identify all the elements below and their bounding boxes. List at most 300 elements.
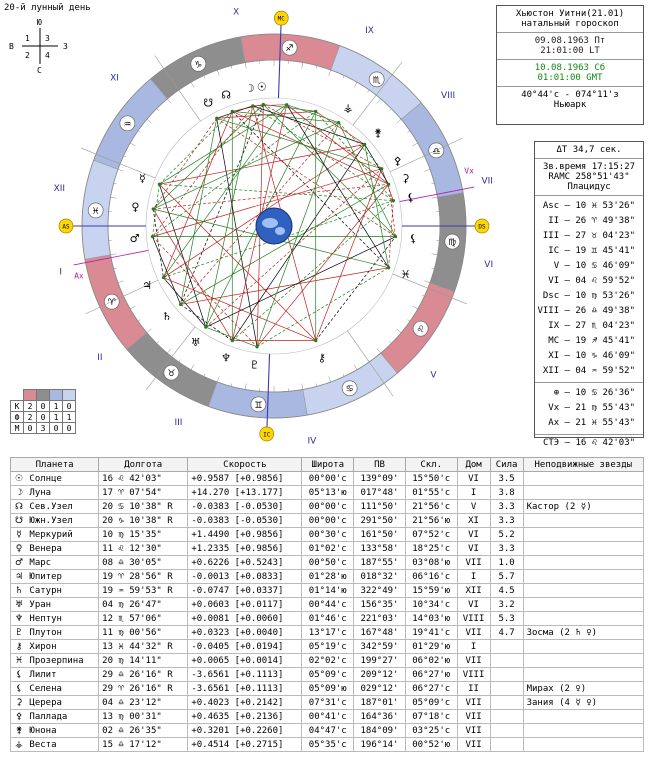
- place: Ньюарк: [553, 100, 587, 110]
- planet-name: ☋ Южн.Узел: [11, 514, 99, 528]
- mini-table-cell: Ф: [11, 412, 24, 423]
- planet-point: [337, 121, 340, 124]
- planet-glyph-icon: ☋: [15, 515, 23, 526]
- planet-name: ⚳ Церера: [11, 696, 99, 710]
- planet-name: ☿ Меркурий: [11, 528, 99, 542]
- house-cusp-10: MC – 19 ♐ 45'41": [548, 336, 635, 346]
- planet-row[interactable]: [11, 542, 644, 556]
- sidereal-time: Зв.время 17:15:27: [542, 162, 636, 172]
- house-numeral: III: [174, 417, 183, 428]
- column-header[interactable]: Долгота: [99, 458, 188, 472]
- force: 3.8: [490, 486, 523, 500]
- latitude: 05°19'с: [302, 640, 354, 654]
- latitude: 00°00'с: [302, 514, 354, 528]
- pv: 322°49': [354, 584, 406, 598]
- latitude: 01°28'ю: [302, 570, 354, 584]
- force: 3.5: [490, 472, 523, 486]
- planet-name: ☉ Солнце: [11, 472, 99, 486]
- speed: -0.0383 [-0.0530]: [188, 500, 302, 514]
- planet-glyph-icon: ⚸: [406, 190, 415, 204]
- degree-tick: [413, 306, 418, 309]
- speed: +14.270 [+13.177]: [188, 486, 302, 500]
- house-cusp-8: VIII – 26 ♎ 49'38": [537, 306, 635, 316]
- house: V: [457, 500, 490, 514]
- fixed-stars: [523, 738, 643, 752]
- aspect-line: [232, 144, 364, 340]
- degree-tick: [432, 254, 438, 255]
- compass-q3: 3: [45, 34, 50, 43]
- mini-table-cell: 2: [24, 412, 37, 423]
- fixed-stars: Кастор (2 ☿): [523, 500, 643, 514]
- house: VI: [457, 542, 490, 556]
- declination: 01°29'ю: [405, 640, 457, 654]
- speed: +0.4514 [+0.2715]: [188, 738, 302, 752]
- force: [490, 640, 523, 654]
- planet-glyph-icon: ⚷: [317, 351, 326, 365]
- fire-swatch: [24, 390, 37, 401]
- degree-tick: [191, 365, 194, 370]
- planet-glyph-icon: ♅: [14, 599, 24, 610]
- declination: 07°52'с: [405, 528, 457, 542]
- planet-glyph-icon: ⚸: [409, 232, 418, 246]
- planet-glyph-icon: ♓: [400, 267, 411, 281]
- planet-name: ⚸ Лилит: [11, 668, 99, 682]
- declination: 21°56'ю: [405, 514, 457, 528]
- compass-q4: 4: [45, 51, 50, 60]
- planet-glyph-icon: ♂: [14, 557, 24, 568]
- house-cusp-9: IX – 27 ♏ 04'23": [548, 321, 635, 331]
- planet-glyph-icon: ⚶: [15, 739, 23, 750]
- force: 1.0: [490, 556, 523, 570]
- planet-point: [251, 104, 254, 107]
- force: 3.3: [490, 514, 523, 528]
- degree-tick: [431, 268, 434, 269]
- longitude: 02 ♎ 26'35": [99, 724, 188, 738]
- planet-row[interactable]: [11, 570, 644, 584]
- degree-tick: [231, 66, 232, 69]
- longitude: 04 ♍ 26'47": [99, 598, 188, 612]
- planet-glyph-icon: ♇: [249, 358, 260, 372]
- degree-tick: [111, 197, 117, 198]
- houses-info-box: [534, 141, 644, 448]
- force: [490, 724, 523, 738]
- person-info-box: [496, 5, 644, 125]
- planet-name: ♃ Юпитер: [11, 570, 99, 584]
- zodiac-sign-icon: ♏: [372, 75, 381, 86]
- aspect-line: [159, 184, 393, 200]
- planet-glyph-icon: ⚷: [15, 641, 23, 652]
- mini-table-cell: 0: [63, 401, 76, 412]
- declination: 18°25'с: [405, 542, 457, 556]
- degree-tick: [354, 82, 357, 87]
- compass-q1: 1: [25, 34, 30, 43]
- pv: 167°48': [354, 626, 406, 640]
- planet-name: ♂ Марс: [11, 556, 99, 570]
- speed: -0.0405 [+0.0194]: [188, 640, 302, 654]
- planet-row[interactable]: [11, 514, 644, 528]
- mini-table-row: [11, 401, 76, 412]
- degree-tick: [130, 306, 135, 309]
- fixed-stars: [523, 612, 643, 626]
- wheel-labels: [54, 7, 494, 446]
- degree-tick: [217, 376, 219, 382]
- latitude: 00°00'с: [302, 472, 354, 486]
- natal-chart-wheel[interactable]: [0, 0, 530, 450]
- degree-tick: [367, 90, 369, 92]
- planet-glyph-icon: ♇: [14, 627, 24, 638]
- planet-row[interactable]: [11, 710, 644, 724]
- pv: 161°50': [354, 528, 406, 542]
- pv: 184°09': [354, 724, 406, 738]
- aspect-line: [153, 209, 163, 278]
- planet-name: ♓ Прозерпина: [11, 654, 99, 668]
- longitude: 29 ♈ 26'16" R: [99, 682, 188, 696]
- mini-table-cell: 3: [37, 423, 50, 434]
- longitude: 13 ♍ 00'31": [99, 710, 188, 724]
- planet-row[interactable]: [11, 682, 644, 696]
- speed: +0.6226 [+0.5243]: [188, 556, 302, 570]
- column-header[interactable]: ПВ: [354, 458, 406, 472]
- planet-row[interactable]: [11, 598, 644, 612]
- planet-glyph-icon: ☉: [256, 80, 267, 94]
- longitude: 17 ♈ 07'54": [99, 486, 188, 500]
- planet-point: [363, 143, 366, 146]
- latitude: 00°30'с: [302, 528, 354, 542]
- column-header[interactable]: Дом: [457, 458, 490, 472]
- speed: +0.4023 [+0.2142]: [188, 696, 302, 710]
- planet-row[interactable]: [11, 738, 644, 752]
- degree-tick: [397, 329, 402, 333]
- house-numeral: XII: [53, 184, 66, 195]
- fixed-stars: [523, 542, 643, 556]
- planet-name: ⚵ Юнона: [11, 724, 99, 738]
- local-time: 21:01:00 LT: [540, 46, 600, 56]
- degree-tick: [191, 82, 194, 87]
- planet-row[interactable]: [11, 626, 644, 640]
- planet-point: [231, 110, 234, 113]
- planet-row[interactable]: [11, 640, 644, 654]
- latitude: 07°31'с: [302, 696, 354, 710]
- mini-table-cell: 1: [63, 412, 76, 423]
- degree-tick: [114, 268, 117, 269]
- planet-name: ⚷ Хирон: [11, 640, 99, 654]
- mini-table-color-row: [11, 390, 76, 401]
- degree-tick: [316, 66, 317, 69]
- ax-line-label: Ax: [74, 271, 84, 281]
- column-header[interactable]: Планета: [11, 458, 99, 472]
- degree-tick: [329, 376, 331, 382]
- planet-point: [231, 339, 234, 342]
- house-numeral: V: [430, 370, 437, 381]
- longitude: 11 ♌ 12'30": [99, 542, 188, 556]
- planet-row[interactable]: [11, 486, 644, 500]
- mini-table-cell: 1: [50, 401, 63, 412]
- degree-tick: [329, 70, 331, 76]
- house: II: [457, 682, 490, 696]
- planet-glyph-icon: ⚴: [15, 711, 23, 722]
- pv: 342°59': [354, 640, 406, 654]
- asc-marker-label: AS: [62, 223, 70, 231]
- latitude: 01°02'с: [302, 542, 354, 556]
- gmt-date: 10.08.1963 Сб: [534, 63, 606, 73]
- column-header[interactable]: Сила: [490, 458, 523, 472]
- house-cusp-4: IC – 19 ♊ 45'41": [548, 246, 635, 256]
- planet-glyph-icon: ☊: [221, 88, 232, 102]
- zodiac-sign-icon: ♍: [448, 238, 457, 249]
- planet-glyph-icon: ⚴: [393, 154, 402, 168]
- pv: 196°14': [354, 738, 406, 752]
- planet-glyph-icon: ♄: [14, 585, 24, 596]
- mini-table-cell: 0: [24, 423, 37, 434]
- planet-point: [285, 103, 288, 106]
- degree-tick: [111, 254, 117, 255]
- house-numeral: VIII: [441, 90, 456, 101]
- longitude: 04 ♎ 23'12": [99, 696, 188, 710]
- pv: 139°09': [354, 472, 406, 486]
- aspect-line: [316, 169, 382, 341]
- vx-line-label: Vx: [464, 166, 474, 176]
- degree-tick: [431, 183, 434, 184]
- zodiac-sign-icon: ♐: [285, 44, 294, 55]
- planet-point: [152, 207, 155, 210]
- house: VIII: [457, 612, 490, 626]
- planet-point: [262, 103, 265, 106]
- latitude: 00°50'с: [302, 556, 354, 570]
- pv: 156°35': [354, 598, 406, 612]
- planet-row[interactable]: [11, 724, 644, 738]
- planet-point: [255, 345, 258, 348]
- pv: 221°03': [354, 612, 406, 626]
- fixed-stars: [523, 514, 643, 528]
- declination: 07°18'с: [405, 710, 457, 724]
- planet-point: [215, 117, 218, 120]
- planet-row[interactable]: [11, 556, 644, 570]
- zodiac-sign-icon: ♊: [254, 400, 263, 411]
- planet-glyph-icon: ⚶: [343, 101, 353, 115]
- zodiac-sign-icon: ♉: [167, 369, 176, 380]
- degree-tick: [397, 119, 402, 123]
- declination: 03°25'с: [405, 724, 457, 738]
- planet-point: [151, 235, 154, 238]
- house: VII: [457, 710, 490, 724]
- speed: +0.9587 [+0.9856]: [188, 472, 302, 486]
- longitude: 11 ♍ 00'56": [99, 626, 188, 640]
- latitude: 13°17'с: [302, 626, 354, 640]
- degree-tick: [408, 131, 410, 133]
- compass-north: Ю: [37, 18, 42, 27]
- planet-glyph-icon: ⚳: [401, 172, 410, 186]
- house-cusp-6: VI – 04 ♌ 59'52": [548, 276, 635, 286]
- longitude: 20 ♍ 14'11": [99, 654, 188, 668]
- planet-point: [387, 266, 390, 269]
- planet-glyph-icon: ♀: [131, 200, 140, 214]
- planet-glyph-icon: ⚵: [374, 126, 383, 140]
- planet-point: [162, 276, 165, 279]
- speed: +0.0603 [+0.0117]: [188, 598, 302, 612]
- degree-tick: [343, 374, 344, 377]
- planet-point: [158, 183, 161, 186]
- pv: 187°01': [354, 696, 406, 710]
- fixed-stars: [523, 654, 643, 668]
- planet-glyph-icon: ♃: [142, 279, 153, 293]
- zodiac-sign-icon: ♑: [194, 60, 203, 71]
- planet-point: [204, 326, 207, 329]
- aspect-line: [153, 184, 388, 209]
- speed: +0.0081 [+0.0060]: [188, 612, 302, 626]
- mini-table-cell: 0: [37, 401, 50, 412]
- longitude: 20 ♑ 10'38" R: [99, 514, 188, 528]
- house: VIII: [457, 668, 490, 682]
- house-numeral: IV: [307, 436, 317, 447]
- speed: +1.4490 [+0.9856]: [188, 528, 302, 542]
- force: [490, 738, 523, 752]
- column-header[interactable]: Скорость: [188, 458, 302, 472]
- degree-tick: [179, 360, 181, 362]
- latitude: 05°09'с: [302, 668, 354, 682]
- zodiac-sign-icon: ♌: [416, 325, 425, 336]
- longitude: 13 ♓ 44'32" R: [99, 640, 188, 654]
- longitude: 10 ♍ 15'35": [99, 528, 188, 542]
- house: VII: [457, 556, 490, 570]
- degree-tick: [316, 383, 317, 386]
- planet-glyph-icon: ♀: [15, 543, 23, 554]
- pv: 164°36': [354, 710, 406, 724]
- speed: +0.0065 [+0.0014]: [188, 654, 302, 668]
- planet-glyph-icon: ⚸: [15, 683, 23, 694]
- planet-glyph-icon: ♆: [221, 351, 232, 365]
- speed: +1.2335 [+0.9856]: [188, 542, 302, 556]
- longitude: 16 ♌ 42'03": [99, 472, 188, 486]
- pv: 017°48': [354, 486, 406, 500]
- degree-tick: [124, 156, 127, 157]
- declination: 00°52'ю: [405, 738, 457, 752]
- planet-row[interactable]: [11, 696, 644, 710]
- ste-value: СТЭ – 16 ♌ 42'03": [542, 438, 636, 448]
- aspect-line: [206, 327, 257, 347]
- house-numeral: IX: [365, 26, 374, 37]
- declination: 15°59'ю: [405, 584, 457, 598]
- degree-tick: [377, 99, 381, 104]
- force: 5.7: [490, 570, 523, 584]
- declination: 05°09'с: [405, 696, 457, 710]
- mini-table-row: [11, 412, 76, 423]
- coordinates: 40°44'с - 074°11'з: [521, 90, 619, 100]
- declination: 06°27'с: [405, 682, 457, 696]
- delta-t: ΔT 34,7 сек.: [556, 145, 622, 155]
- fixed-stars: Зания (4 ☿ ♀): [523, 696, 643, 710]
- house-cusp-12: XII – 04 ♒ 59'52": [542, 366, 635, 376]
- latitude: 00°41'с: [302, 710, 354, 724]
- force: 3.3: [490, 500, 523, 514]
- force: [490, 682, 523, 696]
- degree-tick: [138, 131, 140, 133]
- speed: -3.6561 [+0.1113]: [188, 682, 302, 696]
- aspect-line: [163, 105, 286, 278]
- longitude: 19 ♈ 28'56" R: [99, 570, 188, 584]
- force: [490, 696, 523, 710]
- house-cusp-1: Asc – 10 ♓ 53'26": [542, 201, 635, 211]
- house: XI: [457, 514, 490, 528]
- fixed-stars: [523, 640, 643, 654]
- house-numeral: II: [97, 353, 103, 364]
- chart-type: натальный гороскоп: [521, 19, 619, 29]
- degree-tick: [147, 329, 152, 333]
- planet-glyph-icon: ☿: [139, 172, 146, 186]
- fixed-stars: [523, 598, 643, 612]
- planet-name: ⚴ Паллада: [11, 710, 99, 724]
- planet-glyph-icon: ♂: [129, 232, 140, 246]
- zodiac-sign-icon: ♓: [91, 206, 100, 217]
- mini-table-cell: 1: [50, 412, 63, 423]
- column-header[interactable]: Скл.: [405, 458, 457, 472]
- planet-row[interactable]: [11, 500, 644, 514]
- column-header[interactable]: Неподвижные звезды: [523, 458, 643, 472]
- speed: -0.0747 [+0.0337]: [188, 584, 302, 598]
- fixed-stars: [523, 724, 643, 738]
- pv: 133°58': [354, 542, 406, 556]
- planet-row[interactable]: [11, 472, 644, 486]
- force: 5.2: [490, 528, 523, 542]
- degree-tick: [408, 319, 410, 321]
- column-header[interactable]: Широта: [302, 458, 354, 472]
- house: VII: [457, 626, 490, 640]
- earth-land: [262, 218, 278, 228]
- special-points-list: [535, 383, 643, 435]
- planet-name: ♆ Нептун: [11, 612, 99, 626]
- declination: 19°41'с: [405, 626, 457, 640]
- force: 3.2: [490, 598, 523, 612]
- declination: 06°02'ю: [405, 654, 457, 668]
- special-point-1: ⊕ – 10 ♋ 26'36": [553, 388, 635, 398]
- force: 5.3: [490, 612, 523, 626]
- person-name: Хьюстон Уитни(21.01): [515, 9, 625, 19]
- degree-tick: [138, 319, 140, 321]
- mini-table-cell: 2: [24, 401, 37, 412]
- degree-tick: [389, 341, 391, 343]
- speed: -3.6561 [+0.1113]: [188, 668, 302, 682]
- planet-point: [314, 339, 317, 342]
- house-system: Плацидус: [567, 182, 611, 192]
- pv: 029°12': [354, 682, 406, 696]
- planet-row[interactable]: [11, 528, 644, 542]
- element-quality-table: [10, 389, 76, 434]
- special-point-3: Ax – 21 ♓ 55'43": [548, 418, 635, 428]
- planet-point: [394, 235, 397, 238]
- house: VII: [457, 738, 490, 752]
- planet-row[interactable]: [11, 668, 644, 682]
- fixed-stars: [523, 528, 643, 542]
- latitude: 01°46'с: [302, 612, 354, 626]
- house: XII: [457, 584, 490, 598]
- planet-row[interactable]: [11, 584, 644, 598]
- aspect-line: [152, 237, 257, 350]
- latitude: 00°00'с: [302, 500, 354, 514]
- compass-west: В: [9, 42, 14, 51]
- pv: 187°55': [354, 556, 406, 570]
- degree-tick: [147, 119, 152, 123]
- house: VII: [457, 696, 490, 710]
- house: VI: [457, 472, 490, 486]
- planet-row[interactable]: [11, 654, 644, 668]
- degree-tick: [217, 70, 219, 76]
- planet-row[interactable]: [11, 612, 644, 626]
- house: I: [457, 570, 490, 584]
- dsc-marker-label: DS: [478, 223, 486, 231]
- degree-tick: [114, 183, 117, 184]
- degree-tick: [343, 76, 344, 79]
- gmt-time: 01:01:00 GMT: [537, 73, 603, 83]
- mini-table-cell: 0: [37, 412, 50, 423]
